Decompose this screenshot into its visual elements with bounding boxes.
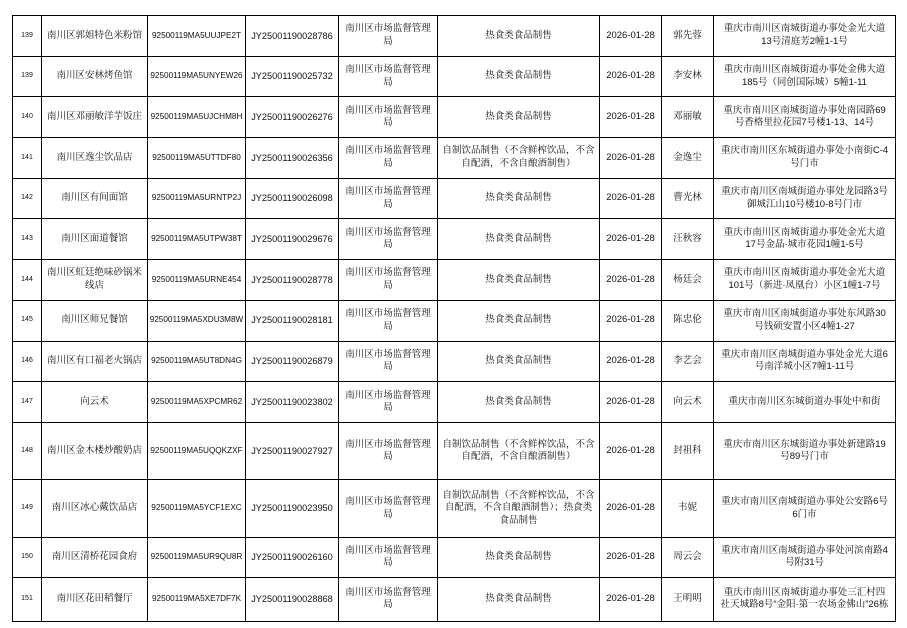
cell-issue-date: 2026-01-28 xyxy=(600,178,662,219)
cell-credit-code: 92500119MA5UQQKZXF xyxy=(148,422,246,480)
table-row xyxy=(13,97,896,138)
cell-issue-date: 2026-01-28 xyxy=(600,260,662,301)
cell-business-scope: 热食类食品制售 xyxy=(438,219,600,260)
cell-business-name: 南川区师兄餐馆 xyxy=(42,300,148,341)
cell-index: 141 xyxy=(13,138,42,179)
cell-credit-code: 92500119MA5UNYEW26 xyxy=(148,56,246,97)
cell-license-number: JY25001190026879 xyxy=(246,341,339,382)
cell-license-number: JY25001190028181 xyxy=(246,300,339,341)
cell-legal-person: 陈忠伦 xyxy=(662,300,714,341)
cell-credit-code: 92500119MA5URNTP2J xyxy=(148,178,246,219)
cell-business-name: 南川区花田稻餐厅 xyxy=(42,577,148,621)
cell-index: 150 xyxy=(13,537,42,577)
table-row xyxy=(13,480,896,538)
table-row xyxy=(13,178,896,219)
cell-business-scope: 热食类食品制售 xyxy=(438,382,600,423)
cell-business-scope: 热食类食品制售 xyxy=(438,577,600,621)
cell-address: 重庆市南川区东城街道办事处小南街C-4号门市 xyxy=(714,138,896,179)
table-row xyxy=(13,382,896,423)
food-license-table xyxy=(12,15,896,622)
cell-index: 139 xyxy=(13,56,42,97)
cell-credit-code: 92500119MA5UT8DN4G xyxy=(148,341,246,382)
cell-business-scope: 热食类食品制售 xyxy=(438,537,600,577)
cell-issuing-authority: 南川区市场监督管理局 xyxy=(339,577,438,621)
cell-address: 重庆市南川区南城街道办事处三汇村四社天城路8号“金阳·第一农场金佛山”26栋 xyxy=(714,577,896,621)
table-body xyxy=(13,16,896,622)
cell-business-name: 南川区逸尘饮品店 xyxy=(42,138,148,179)
cell-legal-person: 李安林 xyxy=(662,56,714,97)
cell-issue-date: 2026-01-28 xyxy=(600,341,662,382)
cell-issuing-authority: 南川区市场监督管理局 xyxy=(339,178,438,219)
cell-address: 重庆市南川区南城街道办事处东风路30号钱硕安置小区4幢1-27 xyxy=(714,300,896,341)
cell-license-number: JY25001190025732 xyxy=(246,56,339,97)
cell-issue-date: 2026-01-28 xyxy=(600,97,662,138)
table-row xyxy=(13,138,896,179)
cell-issue-date: 2026-01-28 xyxy=(600,16,662,57)
cell-legal-person: 汪秋容 xyxy=(662,219,714,260)
cell-business-name: 南川区有口福老火锅店 xyxy=(42,341,148,382)
cell-issue-date: 2026-01-28 xyxy=(600,56,662,97)
cell-issue-date: 2026-01-28 xyxy=(600,219,662,260)
cell-address: 重庆市南川区南城街道办事处公安路6号6门市 xyxy=(714,480,896,538)
cell-legal-person: 李艺会 xyxy=(662,341,714,382)
cell-legal-person: 王明明 xyxy=(662,577,714,621)
cell-address: 重庆市南川区南城街道办事处龙园路3号御城江山10号楼10-8号门市 xyxy=(714,178,896,219)
cell-license-number: JY25001190027927 xyxy=(246,422,339,480)
cell-credit-code: 92500119MA5XE7DF7K xyxy=(148,577,246,621)
cell-license-number: JY25001190029676 xyxy=(246,219,339,260)
cell-issuing-authority: 南川区市场监督管理局 xyxy=(339,260,438,301)
cell-business-scope: 热食类食品制售 xyxy=(438,178,600,219)
cell-credit-code: 92500119MA5UR9QU8R xyxy=(148,537,246,577)
cell-business-scope: 自制饮品制售（不含鲜榨饮品，不含自配酒，不含自酿酒制售） xyxy=(438,138,600,179)
cell-business-name: 南川区冰心戴饮品店 xyxy=(42,480,148,538)
cell-address: 重庆市南川区南城街道办事处河滨南路4号附31号 xyxy=(714,537,896,577)
table-row xyxy=(13,300,896,341)
cell-issuing-authority: 南川区市场监督管理局 xyxy=(339,300,438,341)
cell-license-number: JY25001190026356 xyxy=(246,138,339,179)
cell-business-scope: 自制饮品制售（不含鲜榨饮品，不含自配酒，不含自酿酒制售） xyxy=(438,422,600,480)
cell-address: 重庆市南川区南城街道办事处金光大道17号金晶·城市花园1幢1-5号 xyxy=(714,219,896,260)
cell-address: 重庆市南川区南城街道办事处金光大道6号南洋城小区7幢1-11号 xyxy=(714,341,896,382)
cell-license-number: JY25001190026098 xyxy=(246,178,339,219)
cell-issuing-authority: 南川区市场监督管理局 xyxy=(339,56,438,97)
cell-issuing-authority: 南川区市场监督管理局 xyxy=(339,97,438,138)
cell-credit-code: 92500119MA5UTTDF80 xyxy=(148,138,246,179)
table-row xyxy=(13,577,896,621)
cell-business-name: 向云术 xyxy=(42,382,148,423)
cell-legal-person: 周云会 xyxy=(662,537,714,577)
cell-issue-date: 2026-01-28 xyxy=(600,300,662,341)
cell-issuing-authority: 南川区市场监督管理局 xyxy=(339,422,438,480)
table-row xyxy=(13,260,896,301)
cell-address: 重庆市南川区南城街道办事处金佛大道185号（同创国际城）5幢1-11 xyxy=(714,56,896,97)
cell-credit-code: 92500119MA5XDU3M8W xyxy=(148,300,246,341)
cell-business-name: 南川区安林烤鱼馆 xyxy=(42,56,148,97)
cell-issue-date: 2026-01-28 xyxy=(600,537,662,577)
cell-business-scope: 热食类食品制售 xyxy=(438,56,600,97)
cell-address: 重庆市南川区南城街道办事处南园路69号香格里拉花园7号楼1-13、14号 xyxy=(714,97,896,138)
cell-issuing-authority: 南川区市场监督管理局 xyxy=(339,537,438,577)
table-row xyxy=(13,422,896,480)
cell-credit-code: 92500119MA5YCF1EXC xyxy=(148,480,246,538)
cell-legal-person: 曹光林 xyxy=(662,178,714,219)
cell-license-number: JY25001190028868 xyxy=(246,577,339,621)
cell-legal-person: 向云术 xyxy=(662,382,714,423)
cell-business-name: 南川区金木楼炒酸奶店 xyxy=(42,422,148,480)
cell-credit-code: 92500119MA5UUJPE2T xyxy=(148,16,246,57)
cell-index: 142 xyxy=(13,178,42,219)
table-row xyxy=(13,56,896,97)
cell-index: 146 xyxy=(13,341,42,382)
cell-business-scope: 热食类食品制售 xyxy=(438,16,600,57)
cell-issue-date: 2026-01-28 xyxy=(600,480,662,538)
cell-license-number: JY25001190023950 xyxy=(246,480,339,538)
cell-legal-person: 金逸尘 xyxy=(662,138,714,179)
cell-business-name: 南川区有间面馆 xyxy=(42,178,148,219)
table-row xyxy=(13,341,896,382)
cell-license-number: JY25001190028786 xyxy=(246,16,339,57)
cell-issuing-authority: 南川区市场监督管理局 xyxy=(339,16,438,57)
cell-issuing-authority: 南川区市场监督管理局 xyxy=(339,341,438,382)
cell-issue-date: 2026-01-28 xyxy=(600,422,662,480)
cell-license-number: JY25001190023802 xyxy=(246,382,339,423)
cell-index: 151 xyxy=(13,577,42,621)
cell-credit-code: 92500119MA5XPCMR62 xyxy=(148,382,246,423)
cell-index: 140 xyxy=(13,97,42,138)
cell-address: 重庆市南川区南城街道办事处金光大道13号清庭芳2幢1-1号 xyxy=(714,16,896,57)
cell-business-name: 南川区虹廷绝味砂锅米线店 xyxy=(42,260,148,301)
cell-issue-date: 2026-01-28 xyxy=(600,138,662,179)
cell-address: 重庆市南川区南城街道办事处金光大道101号（新进·凤凰台）小区1幢1-7号 xyxy=(714,260,896,301)
cell-index: 149 xyxy=(13,480,42,538)
cell-index: 144 xyxy=(13,260,42,301)
cell-address: 重庆市南川区东城街道办事处中和街 xyxy=(714,382,896,423)
table-row xyxy=(13,16,896,57)
cell-issuing-authority: 南川区市场监督管理局 xyxy=(339,138,438,179)
table-row xyxy=(13,219,896,260)
cell-issue-date: 2026-01-28 xyxy=(600,382,662,423)
cell-legal-person: 韦妮 xyxy=(662,480,714,538)
cell-credit-code: 92500119MA5UJCHM8H xyxy=(148,97,246,138)
cell-credit-code: 92500119MA5UTPW38T xyxy=(148,219,246,260)
cell-business-name: 南川区郭姐特色米粉馆 xyxy=(42,16,148,57)
cell-address: 重庆市南川区东城街道办事处新建路19号89号门市 xyxy=(714,422,896,480)
cell-business-name: 南川区清桥花园食府 xyxy=(42,537,148,577)
cell-legal-person: 邓丽敏 xyxy=(662,97,714,138)
cell-index: 147 xyxy=(13,382,42,423)
cell-business-scope: 热食类食品制售 xyxy=(438,341,600,382)
cell-business-scope: 热食类食品制售 xyxy=(438,300,600,341)
cell-license-number: JY25001190026160 xyxy=(246,537,339,577)
cell-issuing-authority: 南川区市场监督管理局 xyxy=(339,480,438,538)
cell-legal-person: 郭先蓉 xyxy=(662,16,714,57)
cell-business-name: 南川区邓丽敏洋芋饭庄 xyxy=(42,97,148,138)
cell-business-scope: 自制饮品制售（不含鲜榨饮品，不含自配酒，不含自酿酒制售）；热食类食品制售 xyxy=(438,480,600,538)
cell-index: 143 xyxy=(13,219,42,260)
cell-legal-person: 封祖科 xyxy=(662,422,714,480)
cell-index: 148 xyxy=(13,422,42,480)
table-row xyxy=(13,537,896,577)
cell-business-scope: 热食类食品制售 xyxy=(438,97,600,138)
cell-issuing-authority: 南川区市场监督管理局 xyxy=(339,382,438,423)
cell-legal-person: 杨廷会 xyxy=(662,260,714,301)
cell-credit-code: 92500119MA5URNE454 xyxy=(148,260,246,301)
cell-license-number: JY25001190026276 xyxy=(246,97,339,138)
cell-license-number: JY25001190028778 xyxy=(246,260,339,301)
cell-business-scope: 热食类食品制售 xyxy=(438,260,600,301)
cell-issue-date: 2026-01-28 xyxy=(600,577,662,621)
cell-issuing-authority: 南川区市场监督管理局 xyxy=(339,219,438,260)
cell-business-name: 南川区面道餐馆 xyxy=(42,219,148,260)
cell-index: 139 xyxy=(13,16,42,57)
cell-index: 145 xyxy=(13,300,42,341)
